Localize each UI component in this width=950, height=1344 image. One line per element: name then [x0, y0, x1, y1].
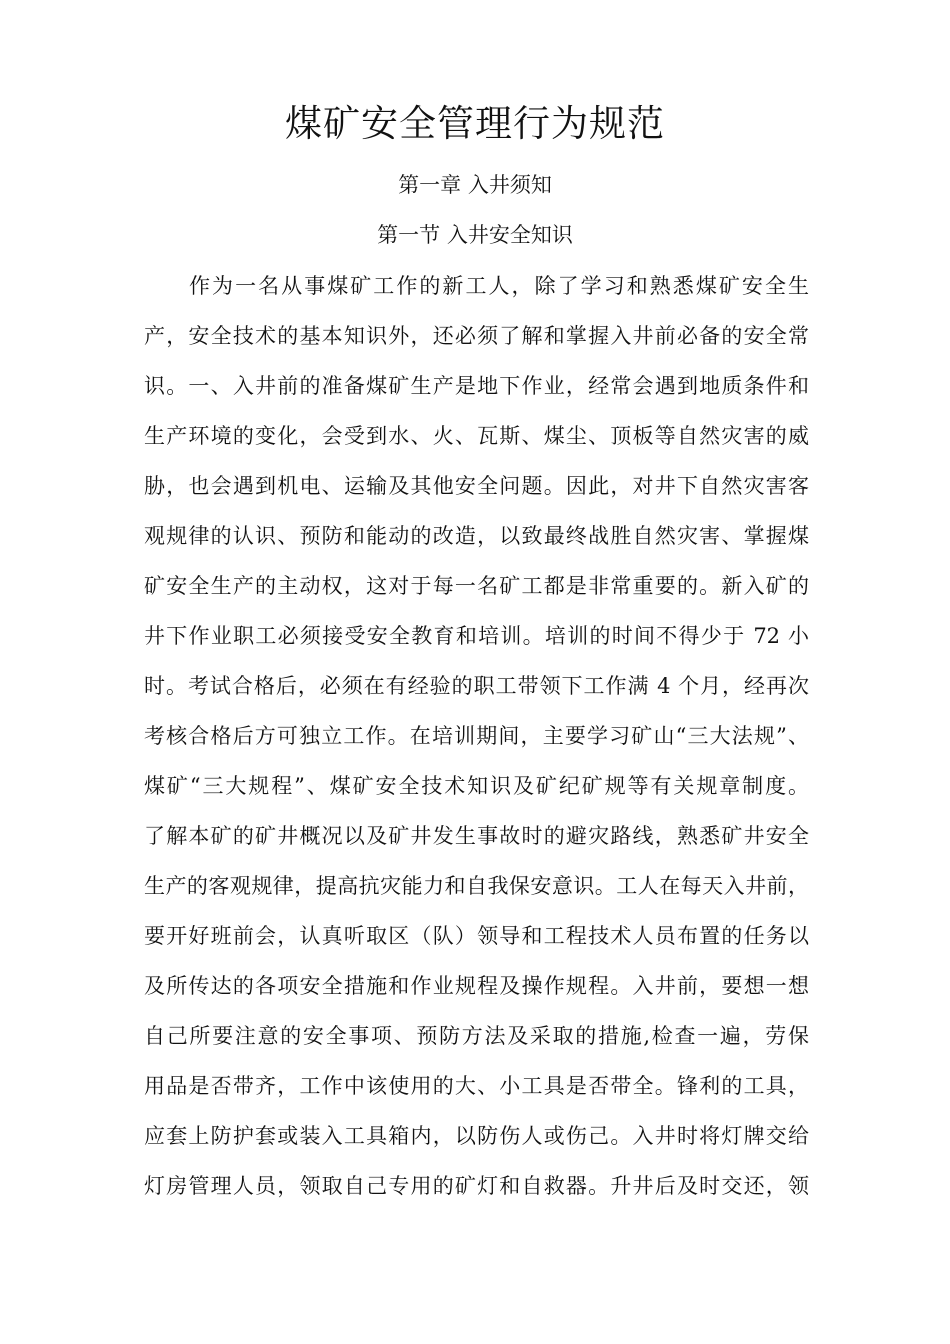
- body-line: 应套上防护套或装入工具箱内，以防伤人或伤己。入井时将灯牌交给: [144, 1124, 809, 1148]
- body-line: 井下作业职工必须接受安全教育和培训。培训的时间不得少于 72 小: [144, 624, 809, 648]
- body-line: 识。一、入井前的准备煤矿生产是地下作业，经常会遇到地质条件和: [144, 374, 809, 398]
- body-line: 胁，也会遇到机电、运输及其他安全问题。因此，对井下自然灾害客: [144, 474, 809, 498]
- body-line: 了解本矿的矿井概况以及矿井发生事故时的避灾路线，熟悉矿井安全: [144, 824, 809, 848]
- document-title: 煤矿安全管理行为规范: [285, 102, 665, 145]
- body-line: 自己所要注意的安全事项、预防方法及采取的措施,检查一遍，劳保: [144, 1024, 809, 1048]
- body-line: 生产环境的变化，会受到水、火、瓦斯、煤尘、顶板等自然灾害的威: [144, 424, 809, 448]
- body-line: 及所传达的各项安全措施和作业规程及操作规程。入井前，要想一想: [144, 974, 809, 998]
- body-line: 煤矿“三大规程”、煤矿安全技术知识及矿纪矿规等有关规章制度。: [144, 774, 809, 798]
- body-line: 作为一名从事煤矿工作的新工人，除了学习和熟悉煤矿安全生: [189, 274, 809, 298]
- body-text: [144, 265, 809, 1215]
- body-line: 灯房管理人员，领取自己专用的矿灯和自救器。升井后及时交还，领: [144, 1174, 809, 1198]
- body-line: 观规律的认识、预防和能动的改造，以致最终战胜自然灾害、掌握煤: [144, 524, 809, 548]
- chapter-heading: 第一章 入井须知: [398, 173, 552, 197]
- body-line: 考核合格后方可独立工作。在培训期间，主要学习矿山“三大法规”、: [144, 724, 809, 748]
- body-line: 用品是否带齐，工作中该使用的大、小工具是否带全。锋利的工具，: [144, 1074, 809, 1098]
- body-line: 生产的客观规律，提高抗灾能力和自我保安意识。工人在每天入井前，: [144, 874, 809, 898]
- body-line: 矿安全生产的主动权，这对于每一名矿工都是非常重要的。新入矿的: [144, 574, 809, 598]
- body-line: 要开好班前会，认真听取区（队）领导和工程技术人员布置的任务以: [144, 924, 809, 948]
- section-heading: 第一节 入井安全知识: [377, 223, 573, 247]
- body-line: 产，安全技术的基本知识外，还必须了解和掌握入井前必备的安全常: [144, 324, 809, 348]
- body-line: 时。考试合格后，必须在有经验的职工带领下工作满 4 个月，经再次: [144, 674, 809, 698]
